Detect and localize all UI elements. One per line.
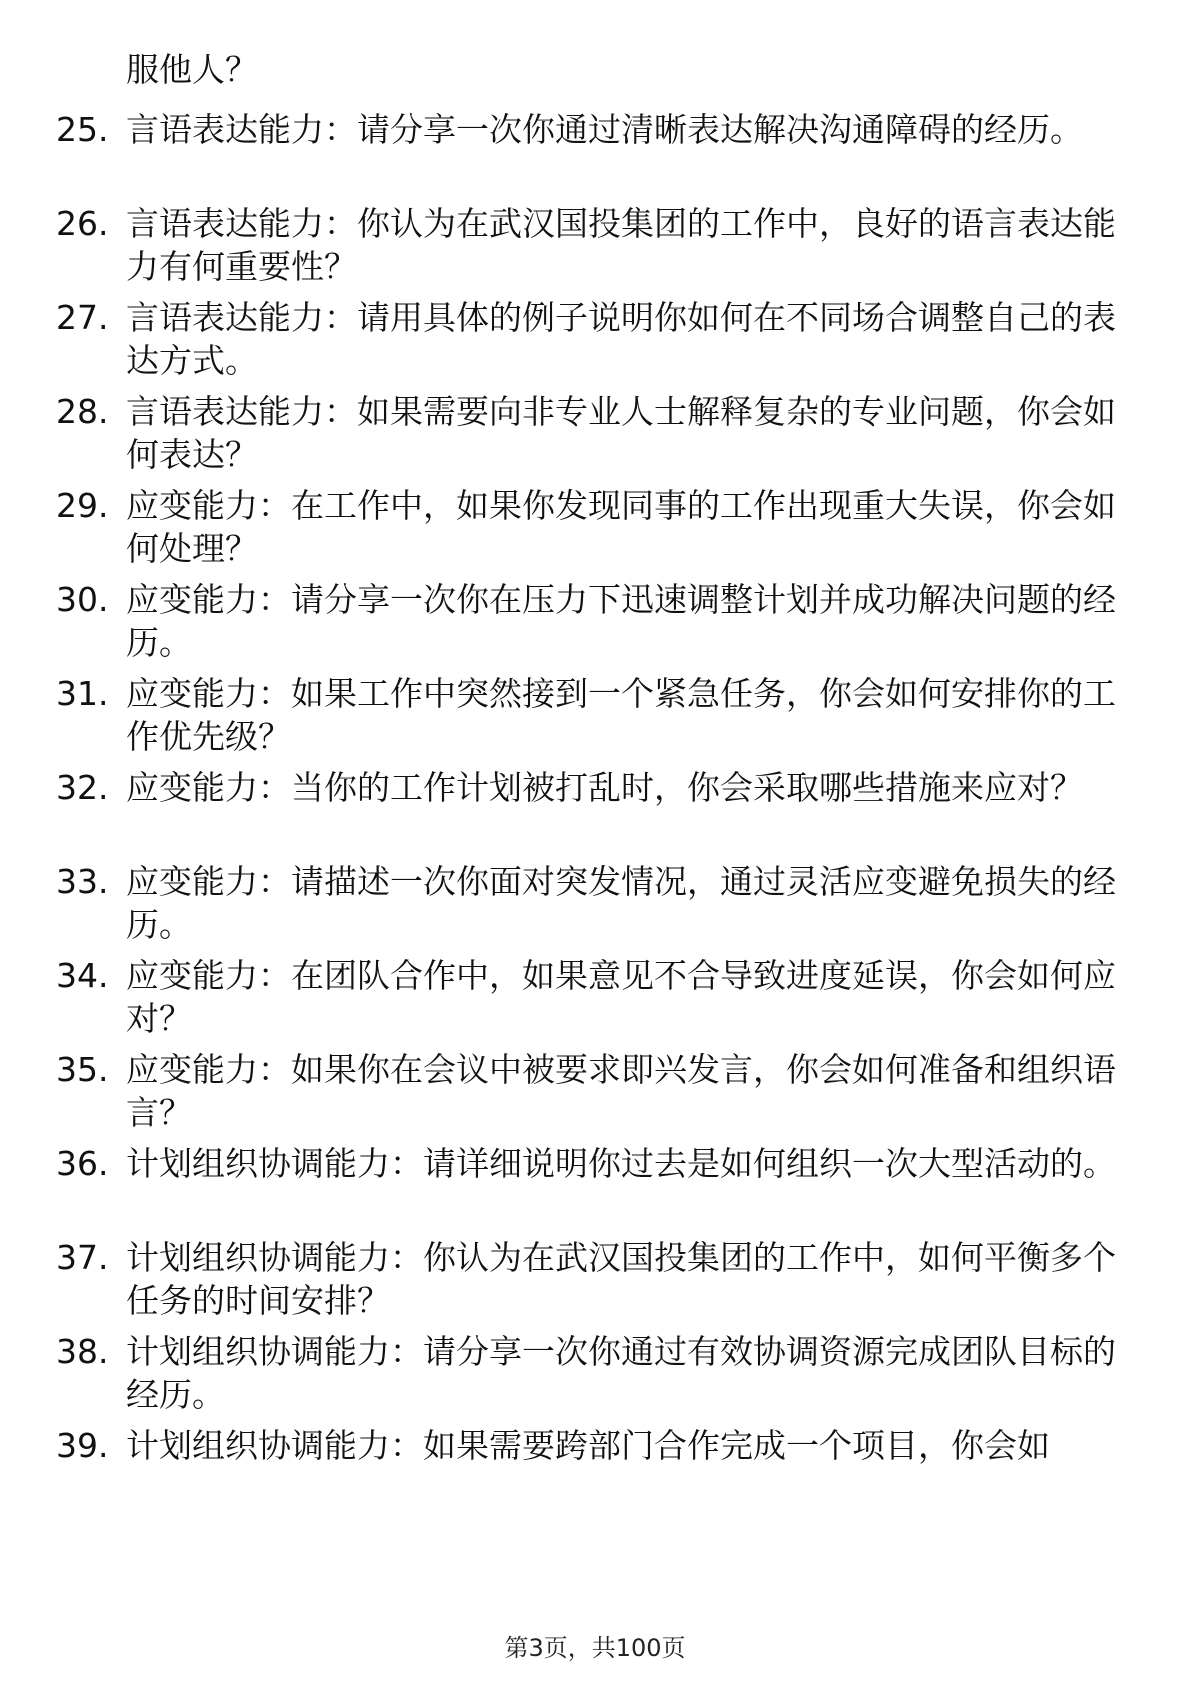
question-number: 33. xyxy=(56,862,109,901)
question-item xyxy=(0,860,1190,954)
question-item xyxy=(0,1424,1190,1518)
question-number: 32. xyxy=(56,768,109,807)
question-text: 应变能力：请描述一次你面对突发情况，通过灵活应变避免损失的经历。 xyxy=(126,862,1116,944)
question-item xyxy=(0,108,1190,202)
question-item xyxy=(0,202,1190,296)
question-text: 应变能力：如果工作中突然接到一个紧急任务，你会如何安排你的工作优先级？ xyxy=(126,674,1116,756)
question-number: 31. xyxy=(56,674,109,713)
question-number: 26. xyxy=(56,204,109,243)
question-number: 29. xyxy=(56,486,109,525)
question-text: 言语表达能力：请分享一次你通过清晰表达解决沟通障碍的经历。 xyxy=(126,110,1083,149)
question-number: 30. xyxy=(56,580,109,619)
question-number: 36. xyxy=(56,1144,109,1183)
question-text: 应变能力：请分享一次你在压力下迅速调整计划并成功解决问题的经历。 xyxy=(126,580,1116,662)
question-item xyxy=(0,1330,1190,1424)
question-number: 38. xyxy=(56,1332,109,1371)
question-text: 计划组织协调能力：你认为在武汉国投集团的工作中，如何平衡多个任务的时间安排？ xyxy=(126,1238,1116,1320)
question-number: 27. xyxy=(56,298,109,337)
continuation-text: 服他人？ xyxy=(126,50,258,89)
question-number: 25. xyxy=(56,110,109,149)
question-text: 言语表达能力：请用具体的例子说明你如何在不同场合调整自己的表达方式。 xyxy=(126,298,1116,380)
question-text: 言语表达能力：你认为在武汉国投集团的工作中，良好的语言表达能力有何重要性？ xyxy=(126,204,1116,286)
question-number: 37. xyxy=(56,1238,109,1277)
page-footer: 第3页，共100页 xyxy=(504,1634,686,1662)
question-item xyxy=(0,578,1190,672)
question-item xyxy=(0,390,1190,484)
question-item xyxy=(0,672,1190,766)
question-number: 35. xyxy=(56,1050,109,1089)
question-item xyxy=(0,1142,1190,1236)
question-list xyxy=(0,108,1190,1518)
question-item xyxy=(0,766,1190,860)
question-text: 计划组织协调能力：如果需要跨部门合作完成一个项目，你会如 xyxy=(126,1426,1050,1465)
question-text: 应变能力：在工作中，如果你发现同事的工作出现重大失误，你会如何处理？ xyxy=(126,486,1116,568)
question-text: 应变能力：在团队合作中，如果意见不合导致进度延误，你会如何应对？ xyxy=(126,956,1116,1038)
question-number: 39. xyxy=(56,1426,109,1465)
question-item xyxy=(0,954,1190,1048)
question-item xyxy=(0,296,1190,390)
question-item xyxy=(0,484,1190,578)
question-item xyxy=(0,1048,1190,1142)
question-text: 计划组织协调能力：请详细说明你过去是如何组织一次大型活动的。 xyxy=(126,1144,1116,1183)
question-text: 计划组织协调能力：请分享一次你通过有效协调资源完成团队目标的经历。 xyxy=(126,1332,1116,1414)
question-text: 应变能力：当你的工作计划被打乱时，你会采取哪些措施来应对？ xyxy=(126,768,1083,807)
question-item xyxy=(0,1236,1190,1330)
question-number: 34. xyxy=(56,956,109,995)
question-number: 28. xyxy=(56,392,109,431)
question-text: 言语表达能力：如果需要向非专业人士解释复杂的专业问题，你会如何表达？ xyxy=(126,392,1116,474)
question-text: 应变能力：如果你在会议中被要求即兴发言，你会如何准备和组织语言？ xyxy=(126,1050,1116,1132)
